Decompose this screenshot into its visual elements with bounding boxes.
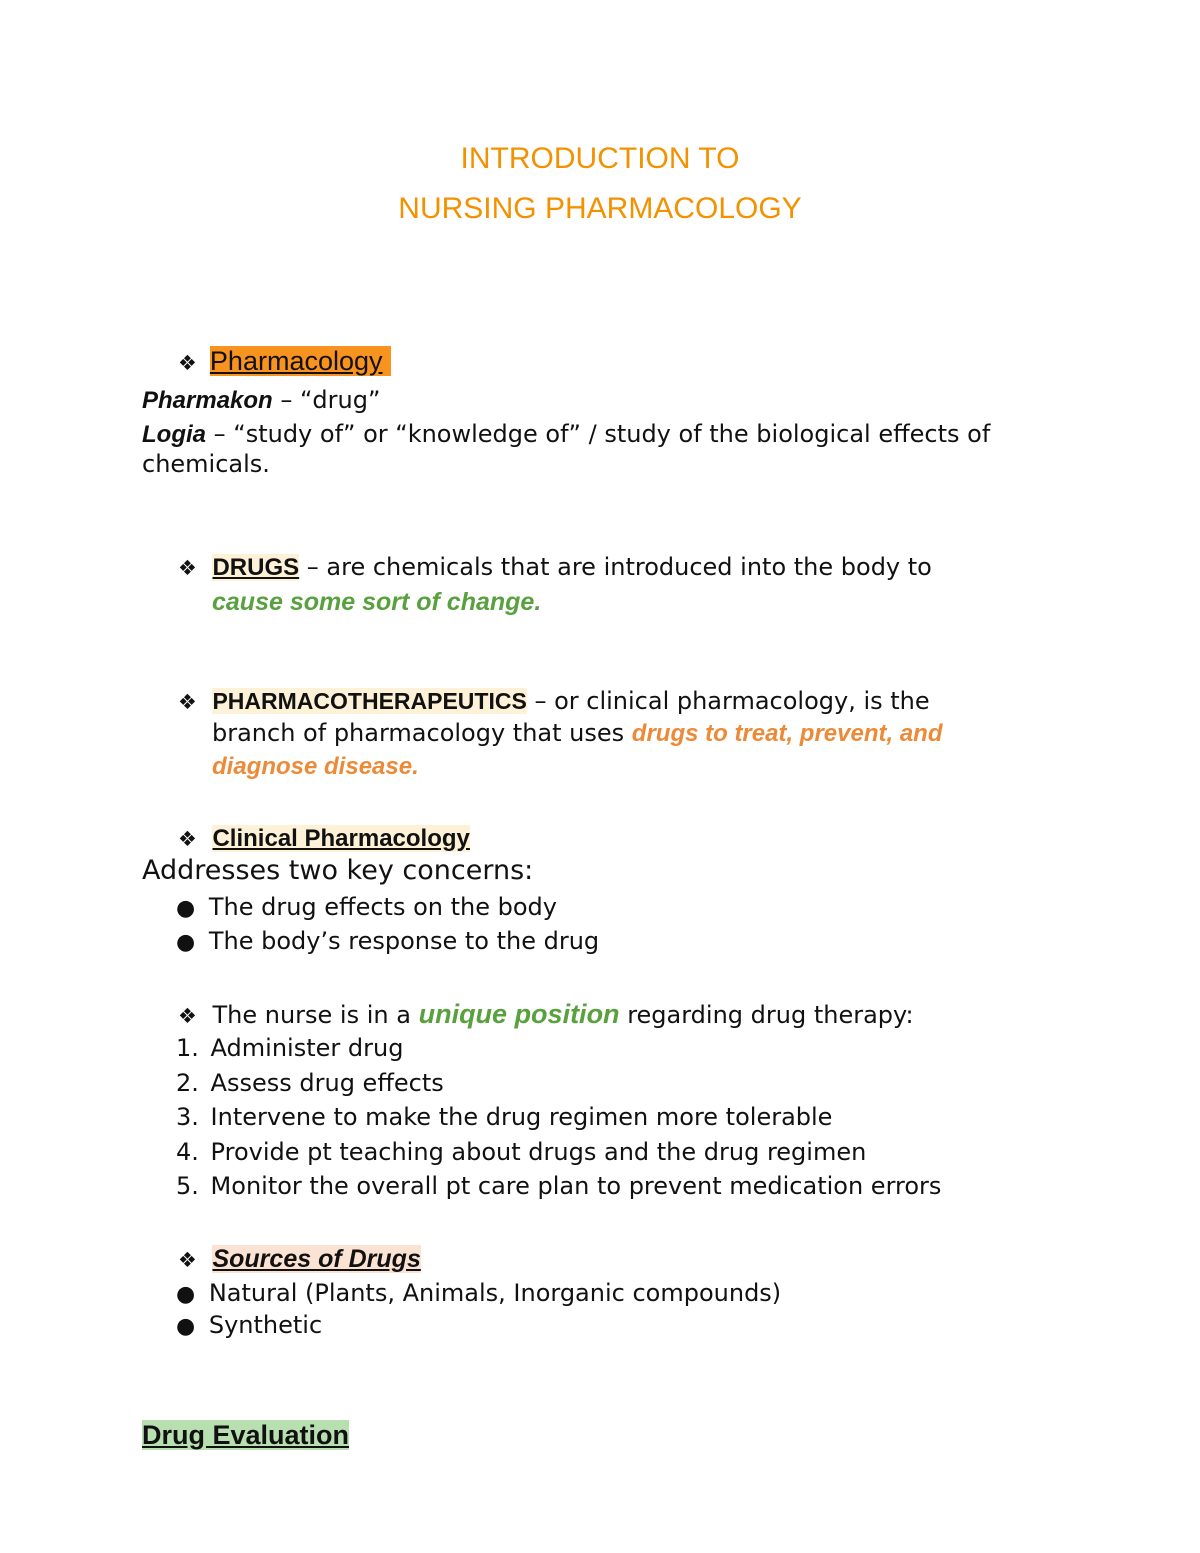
sources-heading: Sources of Drugs: [212, 1245, 421, 1273]
drug-evaluation-row: [142, 1420, 349, 1451]
clinical-intro: Addresses two key concerns:: [142, 855, 534, 886]
dot-bullet-icon: ●: [176, 930, 196, 955]
logia-def: – “study of” or “knowledge of” / study of the biological effects of: [206, 420, 991, 448]
list-item: [176, 893, 557, 921]
nurse-role-item: Monitor the overall pt care plan to prevent medication errors: [210, 1172, 942, 1200]
dot-bullet-icon: ●: [176, 1282, 196, 1307]
list-item: [176, 1172, 941, 1200]
list-number: 1.: [176, 1034, 199, 1062]
diamond-bullet-icon: ❖: [178, 690, 197, 714]
list-item: [176, 1069, 444, 1097]
list-number: 2.: [176, 1069, 199, 1097]
list-number: 5.: [176, 1172, 199, 1200]
logia-term: Logia: [142, 421, 206, 448]
list-item: [176, 1138, 866, 1166]
diamond-bullet-icon: ❖: [178, 351, 197, 375]
list-item: [176, 1034, 403, 1062]
drugs-emphasis: cause some sort of change.: [212, 588, 542, 616]
sources-row: [178, 1245, 421, 1274]
pharmacotherapeutics-term: PHARMACOTHERAPEUTICS: [212, 688, 527, 714]
pharmakon-line: [142, 386, 380, 415]
drug-evaluation-heading: Drug Evaluation: [142, 1420, 350, 1450]
clinical-pharmacology-heading: Clinical Pharmacology: [212, 825, 470, 852]
list-item: [176, 1311, 322, 1339]
clinical-item: The body’s response to the drug: [208, 927, 600, 955]
diamond-bullet-icon: ❖: [178, 1248, 197, 1272]
nurse-role-pre: The nurse is in a: [212, 1001, 419, 1029]
nurse-role-item: Intervene to make the drug regimen more tolerable: [210, 1103, 833, 1131]
pharmacotherapeutics-def: – or clinical pharmacology, is the: [526, 687, 930, 715]
nurse-role-item: Provide pt teaching about drugs and the drug regimen: [210, 1138, 867, 1166]
drugs-row: [178, 553, 932, 582]
pharmakon-term: Pharmakon: [142, 387, 273, 414]
title-line-2: NURSING PHARMACOLOGY: [398, 192, 802, 225]
nurse-role-item: Administer drug: [210, 1034, 404, 1062]
dot-bullet-icon: ●: [176, 1314, 196, 1339]
pharmacology-heading: Pharmacology: [210, 346, 391, 376]
pharmacotherapeutics-emphasis-2: diagnose disease.: [212, 753, 419, 780]
title-line-1: INTRODUCTION TO: [460, 142, 740, 175]
pharmakon-def: – “drug”: [272, 386, 381, 414]
clinical-item: The drug effects on the body: [208, 893, 557, 921]
pharmacotherapeutics-row: [178, 687, 930, 715]
pharmacotherapeutics-line-2: [212, 719, 943, 748]
dot-bullet-icon: ●: [176, 896, 196, 921]
logia-line-2: chemicals.: [142, 450, 270, 478]
logia-line: [142, 420, 990, 449]
nurse-role-row: [178, 999, 914, 1030]
clinical-pharmacology-row: [178, 824, 470, 853]
drugs-def: – are chemicals that are introduced into the body to: [299, 553, 932, 581]
list-item: [176, 1103, 832, 1131]
drugs-term: DRUGS: [212, 554, 300, 581]
diamond-bullet-icon: ❖: [178, 827, 197, 851]
sources-item: Natural (Plants, Animals, Inorganic compounds): [208, 1279, 782, 1307]
diamond-bullet-icon: ❖: [178, 1004, 197, 1028]
nurse-role-emphasis: unique position: [418, 999, 620, 1029]
pharmacotherapeutics-emphasis: drugs to treat, prevent, and: [631, 720, 943, 747]
diamond-bullet-icon: ❖: [178, 556, 197, 580]
nurse-role-post: regarding drug therapy:: [619, 1001, 914, 1029]
list-number: 3.: [176, 1103, 199, 1131]
pharmacology-heading-row: [178, 346, 391, 377]
list-item: [176, 927, 599, 955]
list-number: 4.: [176, 1138, 199, 1166]
pharmacotherapeutics-def-2: branch of pharmacology that uses: [212, 719, 632, 747]
nurse-role-item: Assess drug effects: [210, 1069, 444, 1097]
list-item: [176, 1279, 781, 1307]
sources-item: Synthetic: [208, 1311, 323, 1339]
